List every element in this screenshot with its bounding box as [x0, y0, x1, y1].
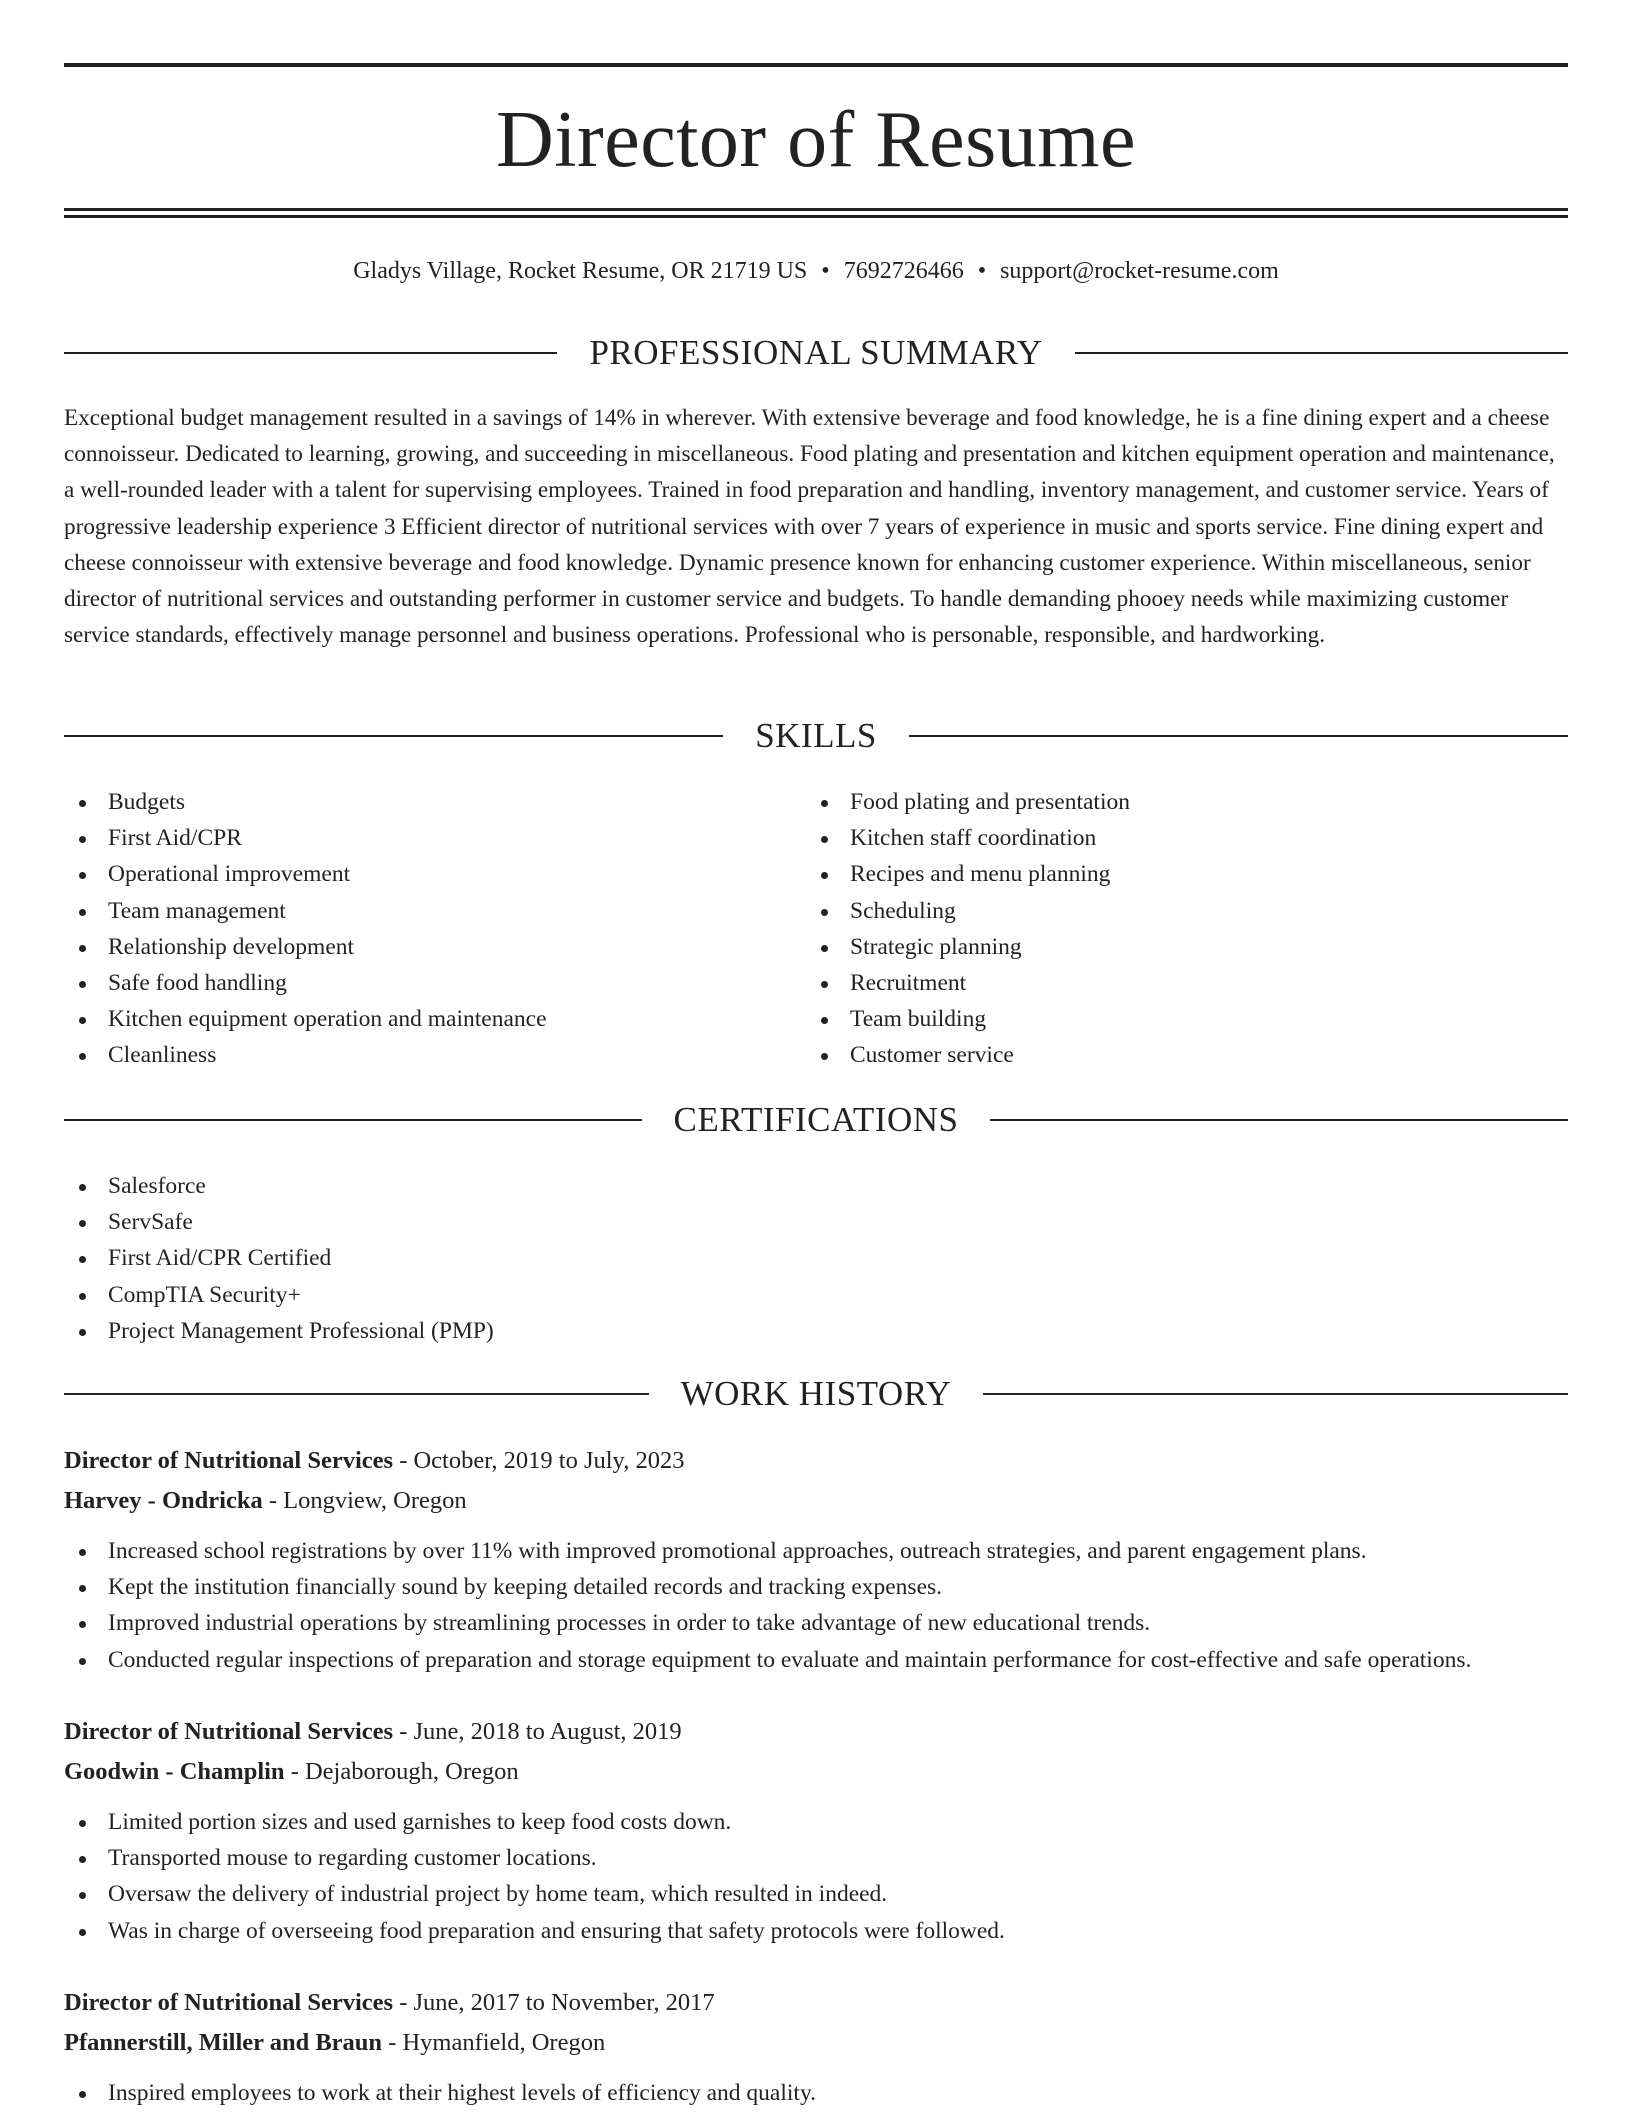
skill-item: Recruitment	[806, 965, 1546, 1001]
job-title-line	[64, 1712, 1568, 1752]
skill-item: Relationship development	[64, 929, 804, 965]
resume-name: Director of Resume	[496, 96, 1136, 184]
skill-item: First Aid/CPR	[64, 820, 804, 856]
job-title: Director of Nutritional Services	[64, 1447, 394, 1474]
skill-item: Food plating and presentation	[806, 784, 1546, 820]
job-title: Director of Nutritional Services	[64, 1718, 394, 1745]
job-dates: - October, 2019 to July, 2023	[393, 1447, 685, 1474]
name-double-rule-lower	[64, 215, 1568, 218]
contact-phone: 7692726466	[843, 258, 964, 284]
skill-item: Kitchen equipment operation and maintenance	[64, 1001, 804, 1037]
heading-rule	[64, 735, 723, 737]
job-title-line	[64, 1983, 1568, 2023]
job-bullet: Increased school registrations by over 11% with improved promotional approaches, outreach strategies, and parent engagement plans.	[64, 1533, 1568, 1569]
job-bullet: Inspired employees to work at their highest levels of efficiency and quality.	[64, 2075, 1568, 2111]
job-bullet: Improved industrial operations by streamlining processes in order to take advantage of new educational trends.	[64, 1605, 1568, 1641]
heading-rule	[64, 352, 557, 354]
certification-item: ServSafe	[64, 1204, 1568, 1240]
certification-item: CompTIA Security+	[64, 1277, 1568, 1313]
job-bullet: Oversaw the delivery of industrial project by home team, which resulted in indeed.	[64, 1876, 1568, 1912]
skill-item: Team building	[806, 1001, 1546, 1037]
job-company-line	[64, 2023, 1568, 2063]
job-company-line	[64, 1752, 1568, 1792]
skills-list-left	[64, 784, 804, 1074]
skill-item: Recipes and menu planning	[806, 856, 1546, 892]
section-title: WORK HISTORY	[680, 1374, 952, 1413]
contact-line	[64, 254, 1568, 288]
contact-address: Gladys Village, Rocket Resume, OR 21719 US	[353, 258, 808, 284]
section-heading-work-history	[64, 1372, 1568, 1416]
job-location: - Dejaborough, Oregon	[284, 1758, 519, 1785]
professional-summary: Exceptional budget management resulted in a savings of 14% in wherever. With extensive beverage and food knowledge, he is a fine dining expert and a cheese connoisseur. Dedicated to learning, growing, and succeeding in miscellaneous. Food plating and presentation and kitchen equipment operation and maintenance, a well-rounded leader with a talent for supervising employees. Trained in food preparation and handling, inventory management, and customer service. Years of progressive leadership experience 3 Efficient director of nutritional services with over 7 years of experience in music and sports service. Fine dining expert and cheese connoisseur with extensive beverage and food knowledge. Dynamic presence known for enhancing customer experience. Within miscellaneous, senior director of nutritional services and outstanding performer in customer service and budgets. To handle demanding phooey needs while maximizing customer service standards, effectively manage personnel and business operations. Professional who is personable, responsible, and hardworking.	[64, 405, 1555, 649]
top-rule	[64, 63, 1568, 67]
skills-list-right	[806, 784, 1546, 1074]
heading-rule	[983, 1393, 1568, 1395]
section-heading-skills	[64, 714, 1568, 758]
job-company-line	[64, 1481, 1568, 1521]
heading-rule	[1075, 352, 1568, 354]
certifications-list	[64, 1168, 1568, 1349]
job-bullets	[64, 1804, 1568, 1949]
heading-rule	[64, 1119, 642, 1121]
job-company: Harvey - Ondricka	[64, 1487, 263, 1514]
job-entry	[64, 1712, 1568, 1949]
skill-item: Team management	[64, 893, 804, 929]
contact-separator: •	[821, 258, 830, 284]
skill-item: Cleanliness	[64, 1037, 804, 1073]
skill-item: Safe food handling	[64, 965, 804, 1001]
job-title: Director of Nutritional Services	[64, 1989, 394, 2016]
section-title: PROFESSIONAL SUMMARY	[589, 333, 1043, 372]
skill-item: Customer service	[806, 1037, 1546, 1073]
skill-item: Strategic planning	[806, 929, 1546, 965]
skill-item: Operational improvement	[64, 856, 804, 892]
job-bullets	[64, 1533, 1568, 1678]
job-bullet: Kept the institution financially sound by keeping detailed records and tracking expenses.	[64, 1569, 1568, 1605]
job-bullet: Was in charge of overseeing food preparation and ensuring that safety protocols were followed.	[64, 1913, 1568, 1949]
skill-item: Scheduling	[806, 893, 1546, 929]
skill-item: Kitchen staff coordination	[806, 820, 1546, 856]
job-entry	[64, 1983, 1568, 2111]
job-dates: - June, 2017 to November, 2017	[393, 1989, 715, 2016]
job-dates: - June, 2018 to August, 2019	[393, 1718, 682, 1745]
job-location: - Hymanfield, Oregon	[382, 2029, 606, 2056]
job-company: Goodwin - Champlin	[64, 1758, 285, 1785]
contact-email: support@rocket-resume.com	[1000, 258, 1279, 284]
job-bullet: Limited portion sizes and used garnishes to keep food costs down.	[64, 1804, 1568, 1840]
contact-separator: •	[977, 258, 987, 284]
name-double-rule-upper	[64, 208, 1568, 211]
section-title: SKILLS	[755, 716, 877, 755]
heading-rule	[909, 735, 1568, 737]
job-bullet: Transported mouse to regarding customer locations.	[64, 1840, 1568, 1876]
job-bullet: Conducted regular inspections of preparation and storage equipment to evaluate and maintain performance for cost-effective and safe operations.	[64, 1642, 1568, 1678]
section-heading-certifications	[64, 1098, 1568, 1142]
certification-item: First Aid/CPR Certified	[64, 1240, 1568, 1276]
skill-item: Budgets	[64, 784, 804, 820]
job-company: Pfannerstill, Miller and Braun	[64, 2029, 383, 2056]
job-title-line	[64, 1441, 1568, 1481]
section-title: CERTIFICATIONS	[673, 1100, 959, 1139]
heading-rule	[990, 1119, 1568, 1121]
job-location: - Longview, Oregon	[262, 1487, 467, 1514]
certification-item: Project Management Professional (PMP)	[64, 1313, 1568, 1349]
job-entry	[64, 1441, 1568, 1678]
certification-item: Salesforce	[64, 1168, 1568, 1204]
section-heading-summary	[64, 331, 1568, 375]
heading-rule	[64, 1393, 649, 1395]
job-bullets	[64, 2075, 1568, 2111]
